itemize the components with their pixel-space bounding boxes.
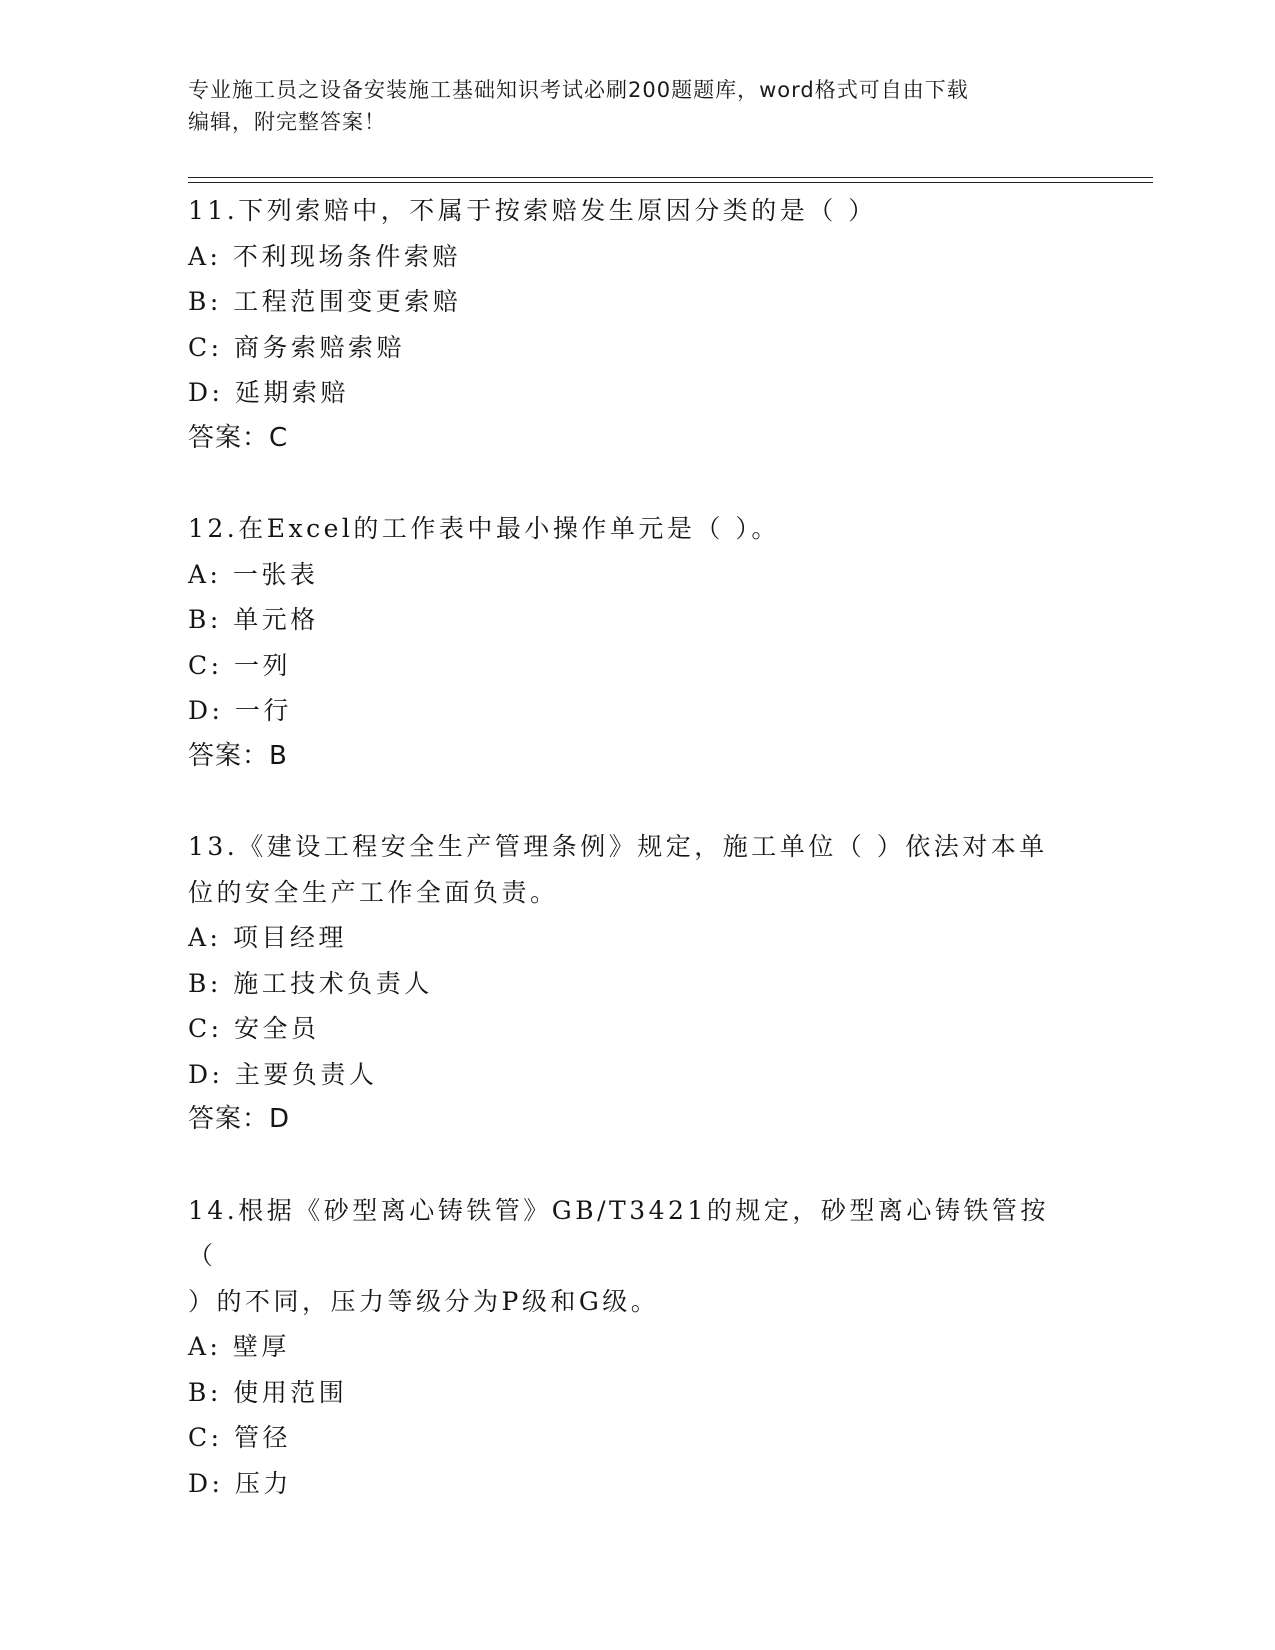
question-stem: 12.在Excel的工作表中最小操作单元是（ ）。 [188,514,780,543]
option-c: C: 管径 [188,1423,291,1452]
option-a: A: 项目经理 [188,923,347,952]
question-11 [188,188,1068,461]
header-divider-top [188,177,1153,178]
header-divider-bottom [188,182,1153,183]
option-c: C: 安全员 [188,1014,320,1043]
answer-line: 答案：C [188,422,289,453]
question-list [188,188,1068,1506]
question-stem-continued: ）的不同，压力等级分为P级和G级。 [188,1286,660,1316]
question-stem-continued: 位的安全生产工作全面负责。 [188,877,559,907]
option-d: D: 压力 [188,1468,292,1498]
question-14 [188,1188,1068,1507]
option-b: B: 使用范围 [188,1377,348,1407]
header-line-1: 专业施工员之设备安装施工基础知识考试必刷200题题库，word格式可自由下载 [188,78,969,102]
option-a: A: 一张表 [188,559,319,589]
option-c: C: 商务索赔索赔 [188,332,405,362]
option-d: D: 延期索赔 [188,378,349,407]
option-b: B: 施工技术负责人 [188,968,433,998]
question-stem: 13.《建设工程安全生产管理条例》规定，施工单位（ ）依法对本单 [188,832,1048,861]
header-line-2: 编辑，附完整答案！ [188,110,386,134]
question-13 [188,824,1068,1143]
answer-line: 答案：D [188,1104,291,1134]
option-d: D: 主要负责人 [188,1059,378,1089]
answer-line: 答案：B [188,740,288,771]
question-stem: 14.根据《砂型离心铸铁管》GB/T3421的规定，砂型离心铸铁管按（ [188,1195,1049,1270]
option-b: B: 工程范围变更索赔 [188,287,462,316]
option-b: B: 单元格 [188,605,319,634]
option-a: A: 不利现场条件索赔 [188,241,461,271]
document-header [188,74,1088,138]
option-d: D: 一行 [188,696,292,725]
question-12 [188,506,1068,779]
option-a: A: 壁厚 [188,1332,290,1361]
question-stem: 11.下列索赔中，不属于按索赔发生原因分类的是（ ） [188,196,877,225]
option-c: C: 一列 [188,650,291,680]
